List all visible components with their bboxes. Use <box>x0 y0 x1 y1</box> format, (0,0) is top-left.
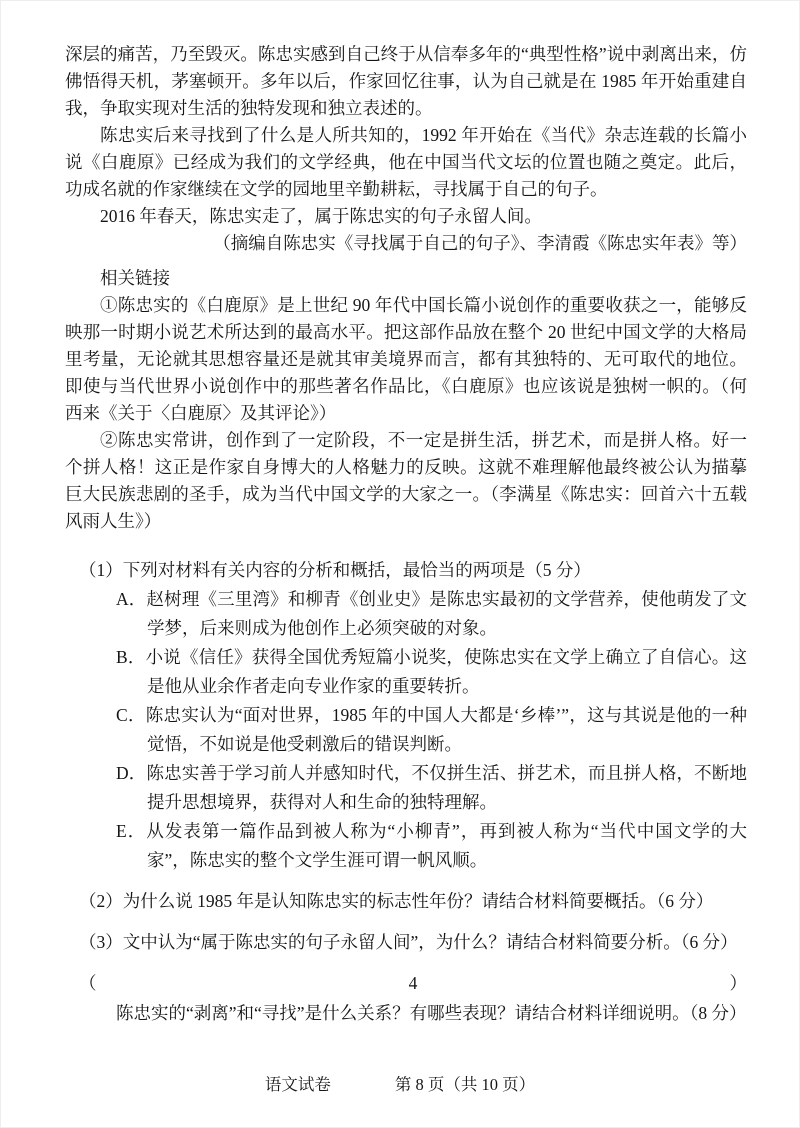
passage-paragraph: 深层的痛苦，乃至毁灭。陈忠实感到自己终于从信奉多年的“典型性格”说中剥离出来，仿佛悟得天机，茅塞顿开。多年以后，作家回忆往事，认为自己就是在 1985 年开始重建自我，争取实现对生活的独特发现和独立表述的。 <box>65 44 747 118</box>
question-stem <box>79 555 747 585</box>
option-text: 小说《信任》获得全国优秀短篇小说奖，使陈忠实在文学上确立了自信心。这是他从业余作者走向专业作家的重要转折。 <box>145 647 747 696</box>
option-text: 从发表第一篇作品到被人称为“小柳青”，再到被人称为“当代中国文学的大家”，陈忠实的整个文学生涯可谓一帆风顺。 <box>146 821 747 870</box>
option-label: B． <box>116 647 146 667</box>
option-text: 陈忠实善于学习前人并感知时代，不仅拼生活、拼艺术，而且拼人格，不断地提升思想境界，获得对人和生命的独特理解。 <box>146 763 748 812</box>
passage-paragraph: 陈忠实后来寻找到了什么是人所共知的，1992 年开始在《当代》杂志连载的长篇小说《白鹿原》已经成为我们的文学经典，他在中国当代文坛的位置也随之奠定。此后，功成名就的作家继续在文学的园地里辛勤耕耘，寻找属于自己的句子。 <box>65 125 747 199</box>
page-footer <box>1 1071 799 1095</box>
option-text: 赵树理《三里湾》和柳青《创业史》是陈忠实最初的文学营养，使他萌发了文学梦，后来则成为他创作上必须突破的对象。 <box>146 589 748 638</box>
question-2 <box>65 886 747 916</box>
option-label: C． <box>116 705 146 725</box>
footer-page-indicator: 第 8 页（共 10 页） <box>394 1075 536 1094</box>
question-text: 文中认为“属于陈忠实的句子永留人间”，为什么？请结合材料简要分析。（6 分） <box>122 932 738 952</box>
question-stem <box>79 968 747 1028</box>
option-label: E． <box>116 821 147 841</box>
footer-paper-name: 语文试卷 <box>264 1075 331 1094</box>
question-text: 陈忠实的“剥离”和“寻找”是什么关系？有哪些表现？请结合材料详细说明。（8 分） <box>116 1003 747 1023</box>
page-content <box>65 41 747 1028</box>
passage-paragraph: 2016 年春天，陈忠实走了，属于陈忠实的句子永留人间。 <box>100 206 542 226</box>
option-text: 陈忠实认为“面对世界，1985 年的中国人大都是‘乡棒’”，这与其说是他的一种觉悟，不如说是他受刺激后的错误判断。 <box>145 705 747 754</box>
question-label: （1） <box>79 560 123 580</box>
question-label: （3） <box>79 932 123 952</box>
question-label: （4） <box>79 973 747 993</box>
option-a <box>116 585 747 643</box>
option-label: D． <box>116 763 147 783</box>
question-3 <box>65 927 747 957</box>
option-b <box>116 643 747 701</box>
option-c <box>116 701 747 759</box>
question-text: 为什么说 1985 年是认知陈忠实的标志性年份？请结合材料简要概括。（6 分） <box>122 891 714 911</box>
question-stem <box>79 886 747 916</box>
question-label: （2） <box>79 891 123 911</box>
question-1 <box>65 555 747 875</box>
related-link-item: ①陈忠实的《白鹿原》是上世纪 90 年代中国长篇小说创作的重要收获之一，能够反映那一时期小说艺术所达到的最高水平。把这部作品放在整个 20 世纪中国文学的大格局里考量，无论就其思想容量还是就其审美境界而言，都有其独特的、无可取代的地位。即使与当代世界小说创作中的那些著名作品比，《白鹿原》也应该说是独树一帜的。（何西来《关于〈白鹿原〉及其评论》） <box>65 295 747 423</box>
option-label: A． <box>116 589 147 609</box>
question-4 <box>65 968 747 1028</box>
question-text: 下列对材料有关内容的分析和概括，最恰当的两项是（5 分） <box>122 560 591 580</box>
passage-attribution: （摘编自陈忠实《寻找属于自己的句子》、李清霞《陈忠实年表》等） <box>213 233 747 253</box>
option-d <box>116 759 747 817</box>
related-links-heading: 相关链接 <box>100 268 170 288</box>
option-e <box>116 817 747 875</box>
questions-section <box>65 555 747 1028</box>
related-link-item: ②陈忠实常讲，创作到了一定阶段，不一定是拼生活，拼艺术，而是拼人格。好一个拼人格！这正是作家自身博大的人格魅力的反映。这就不难理解他最终被公认为描摹巨大民族悲剧的圣手，成为当代中国文学的大家之一。（李满星《陈忠实：回首六十五载风雨人生》） <box>65 430 747 531</box>
question-stem <box>79 927 747 957</box>
